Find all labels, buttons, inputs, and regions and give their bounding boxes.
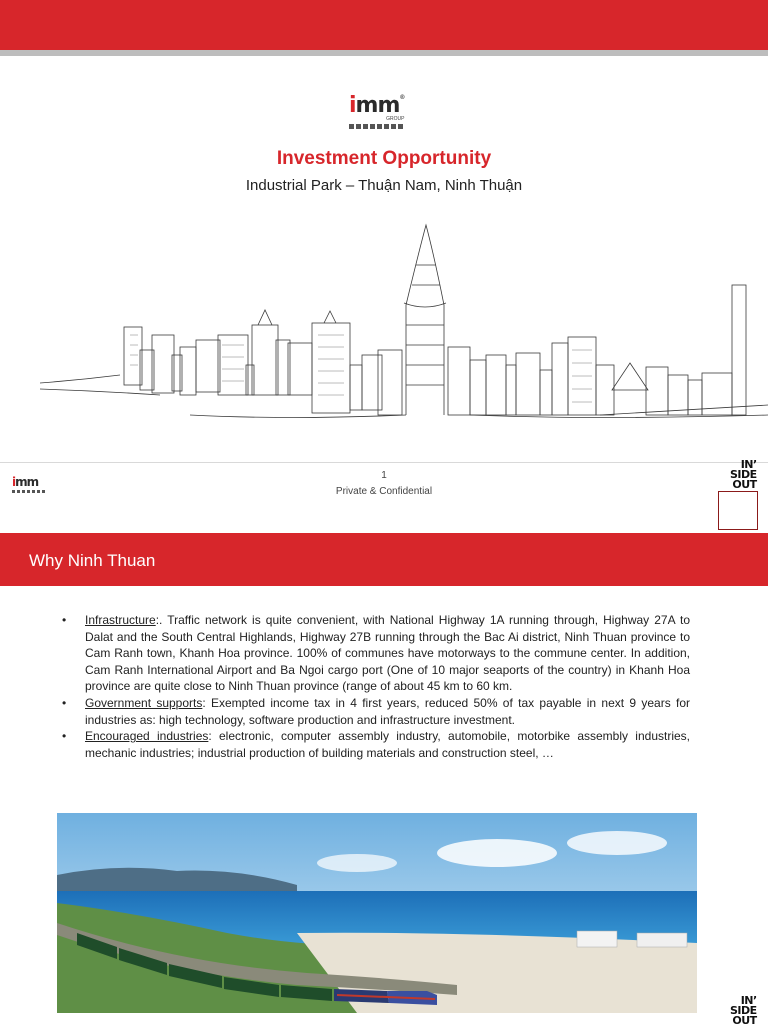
top-red-bar bbox=[0, 0, 768, 50]
inside-out-line2: SIDE bbox=[730, 468, 757, 481]
footer-divider bbox=[0, 462, 768, 463]
bullet-encouraged-industries bbox=[60, 728, 690, 761]
bullet-text: : Exempted income tax in 4 first years, reduced 50% of tax payable in next 9 years for industries as: high technology, software production and infrastructure investment. bbox=[85, 695, 690, 727]
logo-dots bbox=[349, 124, 403, 129]
bullet-infrastructure bbox=[60, 612, 690, 695]
bullet-term: Government supports bbox=[85, 695, 203, 710]
city-skyline-illustration bbox=[40, 215, 768, 460]
cover-subtitle: Industrial Park – Thuận Nam, Ninh Thuận bbox=[245, 177, 523, 194]
logo-i: i bbox=[349, 93, 356, 118]
logo-mm: mm bbox=[15, 475, 39, 489]
bullet-government-supports bbox=[60, 695, 690, 728]
logo-i: i bbox=[12, 475, 16, 489]
bullet-term: Encouraged industries bbox=[85, 729, 209, 744]
bullet-term: Infrastructure bbox=[85, 613, 156, 627]
inside-out-line3: OUT bbox=[732, 478, 757, 491]
slide-why-ninh-thuan bbox=[0, 530, 768, 1024]
coastal-railway-photo bbox=[57, 813, 697, 1013]
bullet-list bbox=[60, 612, 690, 761]
page-number: 1 bbox=[381, 470, 387, 481]
inside-out-logo-bottom bbox=[730, 996, 757, 1024]
logo-mm: mm bbox=[355, 93, 400, 118]
inside-out-line3: OUT bbox=[732, 1014, 757, 1024]
inside-out-line2: SIDE bbox=[730, 1004, 757, 1017]
top-gray-bar bbox=[0, 50, 768, 56]
logo-group-label: GROUP bbox=[386, 116, 405, 122]
confidential-label: Private & Confidential bbox=[335, 486, 433, 497]
bullet-text: : electronic, computer assembly industry, automobile, motorbike assembly industries, mechanic industries; industrial production of building materials and construction steel, … bbox=[85, 729, 690, 760]
inside-out-line1: IN’ bbox=[740, 994, 757, 1007]
logo-registered-mark: ® bbox=[399, 94, 405, 101]
inside-out-frame bbox=[718, 491, 758, 530]
section-title: Why Ninh Thuan bbox=[29, 551, 156, 570]
inside-out-logo bbox=[730, 460, 757, 490]
inside-out-line1: IN’ bbox=[740, 458, 757, 471]
imm-group-logo bbox=[349, 95, 404, 129]
cover-title: Investment Opportunity bbox=[276, 148, 492, 169]
bullet-text: :. Traffic network is quite convenient, with National Highway 1A running through, Highway 27A to Dalat and the South Central Highlands, Highway 27B running through the Bac Ai district, Ninh Thuan province to Cam Ranh town, Khanh Hoa province. 100% of communes have motorways to the commune center. In addition, Cam Ranh International Airport and Ba Ngoi cargo port (One of 10 major seaports of the country) in Khanh Hoa province are quite close to Ninh Thuan province (range of about 45 km to 60 km. bbox=[85, 613, 690, 694]
